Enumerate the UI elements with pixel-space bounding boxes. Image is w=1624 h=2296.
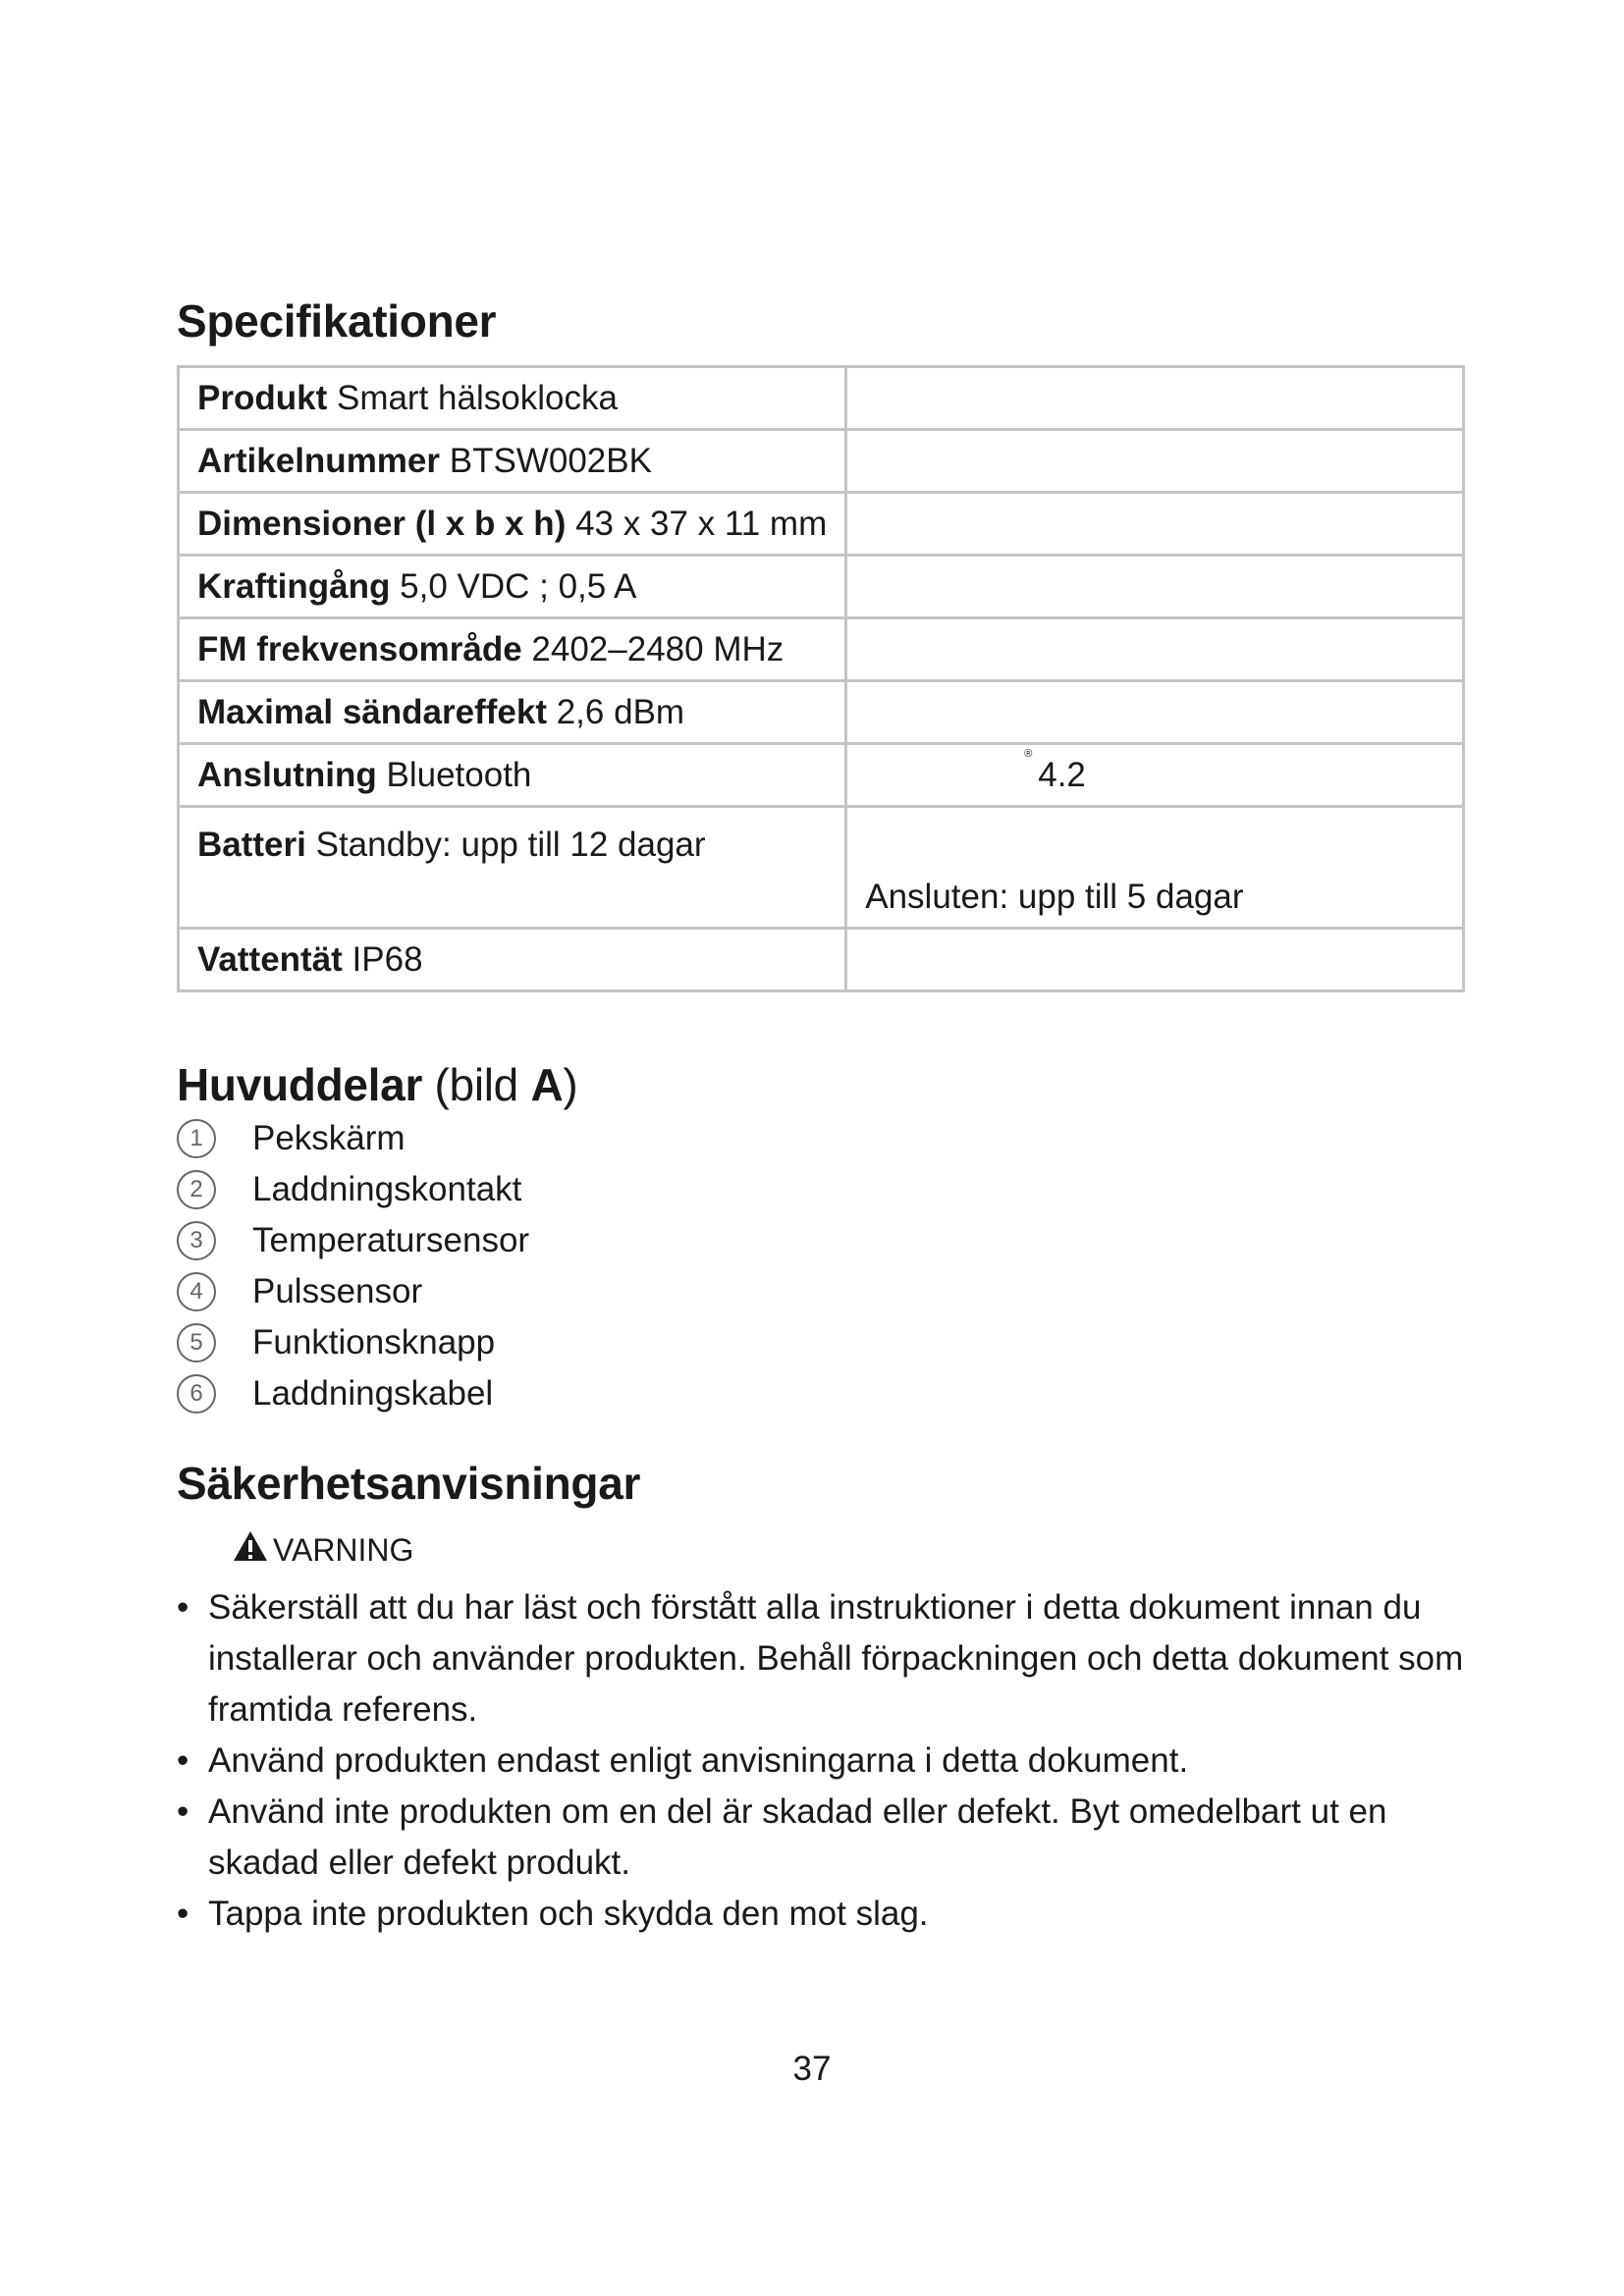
bluetooth-version: 4.2 bbox=[1038, 755, 1086, 794]
number-circle-icon: 6 bbox=[177, 1374, 216, 1414]
spec-label: Vattentät bbox=[197, 939, 343, 979]
spec-cell-extra bbox=[846, 681, 1464, 744]
parts-heading-letter: A bbox=[530, 1059, 564, 1110]
page-number: 37 bbox=[792, 2050, 832, 2088]
spec-cell bbox=[179, 929, 846, 991]
safety-bullet-list bbox=[177, 1582, 1473, 1940]
parts-heading-title: Huvuddelar bbox=[177, 1059, 423, 1110]
spec-cell bbox=[179, 744, 846, 807]
registered-mark: ® bbox=[1024, 747, 1033, 760]
part-label: Pulssensor bbox=[252, 1272, 423, 1310]
spec-cell-extra bbox=[846, 367, 1464, 430]
part-label: Pekskärm bbox=[252, 1119, 406, 1157]
warning-triangle-icon bbox=[232, 1529, 269, 1571]
list-item bbox=[177, 1266, 529, 1317]
spec-value: 5,0 VDC ; 0,5 A bbox=[400, 566, 637, 606]
spec-cell-extra bbox=[846, 618, 1464, 681]
spec-label: Batteri bbox=[197, 826, 306, 864]
spec-label: Anslutning bbox=[197, 755, 377, 794]
spec-label: Kraftingång bbox=[197, 566, 391, 606]
spec-row bbox=[179, 367, 1464, 430]
part-label: Funktionsknapp bbox=[252, 1323, 496, 1362]
spec-value: BTSW002BK bbox=[449, 441, 652, 480]
spec-row bbox=[179, 556, 1464, 618]
spec-value: 2402–2480 MHz bbox=[531, 629, 785, 668]
spec-cell-extra bbox=[846, 929, 1464, 991]
spec-row bbox=[179, 929, 1464, 991]
spec-row bbox=[179, 681, 1464, 744]
spec-label: Maximal sändareffekt bbox=[197, 692, 547, 731]
spec-label: Produkt bbox=[197, 378, 328, 417]
list-item bbox=[177, 1368, 529, 1419]
list-item bbox=[177, 1113, 529, 1164]
number-circle-icon: 3 bbox=[177, 1221, 216, 1260]
part-label: Temperatursensor bbox=[252, 1221, 530, 1259]
list-item bbox=[177, 1215, 529, 1266]
spec-cell bbox=[179, 493, 846, 556]
spec-table bbox=[177, 365, 1465, 992]
part-label: Laddningskabel bbox=[252, 1374, 494, 1413]
number-circle-icon: 2 bbox=[177, 1170, 216, 1209]
list-item bbox=[177, 1317, 529, 1368]
parts-heading-suffix-open: (bild bbox=[434, 1059, 531, 1110]
spec-row bbox=[179, 807, 1464, 929]
spec-cell-extra bbox=[846, 744, 1464, 807]
list-item bbox=[177, 1164, 529, 1215]
number-circle-icon: 4 bbox=[177, 1272, 216, 1311]
spec-value: IP68 bbox=[352, 939, 423, 979]
spec-label: FM frekvensområde bbox=[197, 629, 522, 668]
spec-cell-extra bbox=[846, 556, 1464, 618]
spec-cell-extra bbox=[846, 807, 1464, 929]
spec-cell-extra bbox=[846, 493, 1464, 556]
spec-value: Bluetooth bbox=[386, 755, 532, 794]
list-item: • Tappa inte produkten och skydda den mot slag. bbox=[177, 1889, 1473, 1940]
parts-heading bbox=[177, 1058, 577, 1111]
spec-cell bbox=[179, 807, 846, 929]
spec-cell bbox=[179, 618, 846, 681]
list-item: • Använd inte produkten om en del är skadad eller defekt. Byt omedelbart ut en skadad eller defekt produkt. bbox=[177, 1787, 1473, 1889]
spec-cell bbox=[179, 430, 846, 493]
spec-heading: Specifikationer bbox=[177, 295, 497, 347]
part-label: Laddningskontakt bbox=[252, 1170, 522, 1208]
number-circle-icon: 5 bbox=[177, 1323, 216, 1362]
spec-cell bbox=[179, 556, 846, 618]
spec-value-connected: Ansluten: upp till 5 dagar bbox=[865, 878, 1244, 916]
spec-row bbox=[179, 430, 1464, 493]
spec-row bbox=[179, 744, 1464, 807]
safety-heading: Säkerhetsanvisningar bbox=[177, 1458, 641, 1509]
list-item: • Säkerställ att du har läst och förstått alla instruktioner i detta dokument innan du installerar och använder produkten. Behåll förpackningen och detta dokument som framtida referens. bbox=[177, 1582, 1473, 1735]
spec-value: Standby: upp till 12 dagar bbox=[315, 826, 706, 864]
parts-heading-suffix-close: ) bbox=[563, 1059, 578, 1110]
bluetooth-version-wrap bbox=[865, 747, 1086, 794]
list-item: • Använd produkten endast enligt anvisningarna i detta dokument. bbox=[177, 1735, 1473, 1787]
spec-row bbox=[179, 618, 1464, 681]
warning-label-row bbox=[232, 1529, 413, 1571]
parts-list bbox=[177, 1113, 529, 1419]
warning-label: VARNING bbox=[273, 1531, 414, 1568]
spec-label: Artikelnummer bbox=[197, 441, 441, 480]
spec-row bbox=[179, 493, 1464, 556]
spec-cell-extra bbox=[846, 430, 1464, 493]
spec-cell bbox=[179, 367, 846, 430]
spec-value: Smart hälsoklocka bbox=[336, 378, 618, 417]
spec-value: 43 x 37 x 11 mm bbox=[575, 504, 828, 543]
spec-cell bbox=[179, 681, 846, 744]
spec-label: Dimensioner (l x b x h) bbox=[197, 504, 567, 543]
spec-value: 2,6 dBm bbox=[556, 692, 685, 731]
number-circle-icon: 1 bbox=[177, 1119, 216, 1158]
